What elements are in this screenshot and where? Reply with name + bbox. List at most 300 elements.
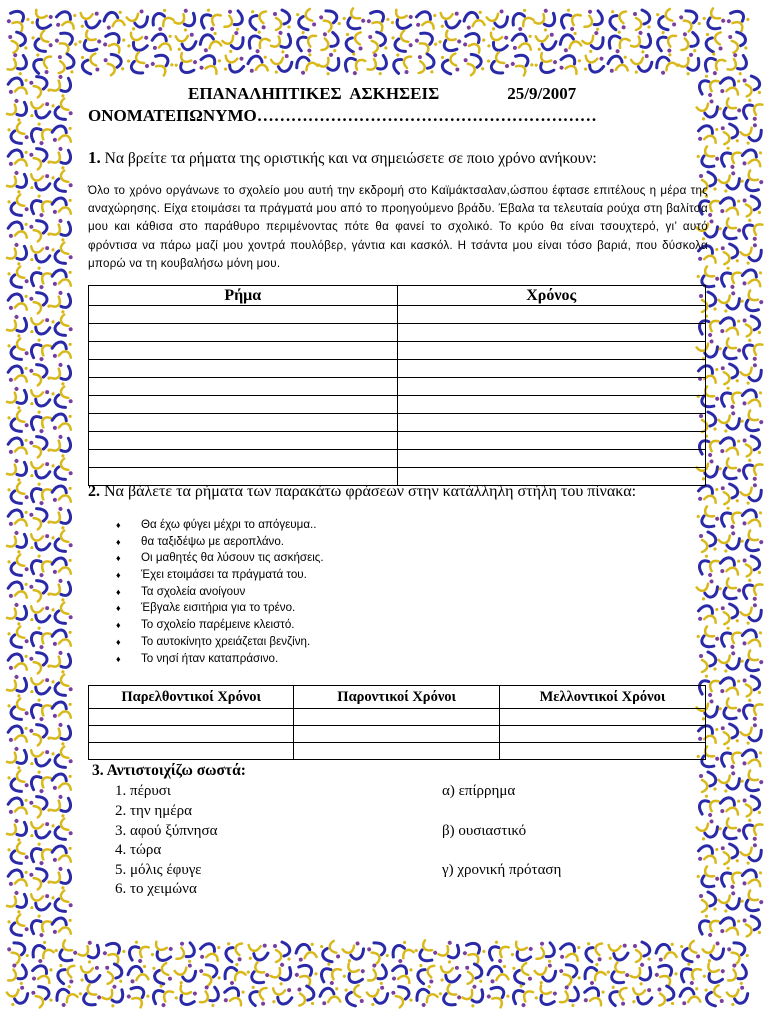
border-ornament-icon: [680, 987, 701, 1005]
border-ornament-icon: [717, 97, 743, 124]
border-ornament-icon: [695, 793, 721, 820]
border-ornament-icon: [557, 7, 583, 34]
future-cell[interactable]: [499, 709, 705, 726]
border-ornament-icon: [739, 217, 765, 243]
border-ornament-icon: [222, 53, 246, 75]
table-row: [89, 432, 706, 450]
past-cell[interactable]: [89, 709, 294, 726]
present-cell[interactable]: [294, 743, 499, 760]
border-ornament-icon: [739, 722, 764, 746]
list-item-text: Θα έχω φύγει μέχρι το απόγευμα..: [141, 518, 317, 531]
border-ornament-icon: [740, 627, 764, 649]
border-ornament-icon: [29, 819, 52, 840]
present-cell[interactable]: [294, 709, 499, 726]
border-ornament-icon: [485, 983, 512, 1010]
border-ornament-icon: [126, 8, 150, 31]
border-ornament-icon: [742, 75, 761, 96]
border-ornament-icon: [5, 313, 31, 340]
border-ornament-icon: [53, 29, 79, 55]
border-ornament-icon: [717, 865, 743, 891]
present-cell[interactable]: [294, 726, 499, 743]
border-ornament-icon: [739, 529, 765, 556]
border-ornament-icon: [717, 697, 743, 724]
border-ornament-icon: [486, 30, 511, 54]
border-ornament-icon: [50, 458, 73, 483]
bullet-icon: ♦: [116, 620, 121, 631]
border-ornament-icon: [79, 10, 101, 30]
border-ornament-icon: [717, 625, 743, 651]
border-ornament-icon: [439, 964, 461, 984]
border-ornament-icon: [584, 940, 605, 963]
list-item-text: Το σχολείο παρέμεινε κλειστό.: [141, 618, 295, 632]
border-ornament-icon: [173, 983, 199, 1009]
border-ornament-icon: [50, 530, 73, 555]
border-ornament-icon: [696, 123, 720, 146]
border-ornament-icon: [51, 124, 74, 145]
border-ornament-icon: [7, 364, 30, 385]
border-ornament-icon: [739, 697, 765, 723]
border-ornament-icon: [49, 649, 75, 676]
border-ornament-icon: [717, 265, 743, 291]
border-ornament-icon: [696, 818, 720, 841]
border-ornament-icon: [725, 7, 752, 33]
border-ornament-icon: [49, 289, 75, 316]
border-ornament-icon: [677, 961, 703, 988]
border-ornament-icon: [6, 122, 29, 147]
border-ornament-icon: [742, 555, 761, 576]
border-ornament-icon: [5, 817, 31, 844]
border-ornament-icon: [717, 385, 743, 411]
list-item-text: θα ταξιδέψω με αεροπλάνο.: [141, 534, 285, 548]
border-ornament-icon: [51, 844, 74, 865]
question-1: [88, 148, 597, 168]
border-ornament-icon: [390, 984, 413, 1009]
border-ornament-icon: [101, 939, 128, 965]
border-ornament-icon: [368, 31, 388, 53]
border-ornament-icon: [49, 721, 75, 748]
border-ornament-icon: [413, 939, 439, 966]
border-ornament-icon: [742, 915, 761, 936]
border-ornament-icon: [50, 746, 73, 771]
tense-cell[interactable]: [397, 396, 706, 414]
border-ornament-icon: [28, 650, 51, 675]
border-ornament-icon: [629, 961, 656, 987]
border-ornament-icon: [725, 51, 751, 77]
border-ornament-icon: [534, 963, 558, 985]
border-ornament-icon: [695, 553, 721, 580]
match-left-item: 3. αφού ξύπνησα: [115, 823, 218, 839]
border-ornament-icon: [49, 505, 75, 532]
border-ornament-icon: [50, 386, 73, 411]
border-ornament-icon: [717, 457, 743, 484]
border-ornament-icon: [605, 961, 631, 987]
border-ornament-icon: [717, 817, 743, 844]
border-ornament-icon: [739, 169, 765, 196]
border-ornament-icon: [696, 98, 720, 121]
tense-cell[interactable]: [397, 324, 706, 342]
border-ornament-icon: [739, 842, 764, 866]
border-ornament-icon: [28, 362, 51, 387]
border-ornament-icon: [79, 964, 101, 984]
border-ornament-icon: [341, 961, 367, 987]
border-ornament-icon: [717, 745, 743, 771]
border-ornament-icon: [245, 961, 271, 987]
border-ornament-icon: [654, 29, 679, 55]
question-1-paragraph: Όλο το χρόνο οργάνωνε το σχολείο μου αυτή την εκδρομή στο Καϊμάκτσαλαν,ώσπου έφτασε επιτέλους η μέρα της αναχώρησης. Είχα ετοιμάσει τα πράγματά μου από το προηγούμενο βράδυ. Έβαλα τα τελευταία ρούχα στη βαλίτσα μου και κάθισα στο παράθυρο περιμένοντας πότε θα φανεί το σχολικό. Το κρύο θα είναι τσουχτερό, γι’ αυτό φρόντισα να πάρω μαζί μου χοντρά πουλόβερ, γάντια και κασκόλ. Η τσάντα μου είναι τόσο βαριά, που δύσκολα μπορώ να τη κουβαλήσω μόνη μου.: [88, 184, 708, 270]
border-ornament-icon: [271, 53, 294, 74]
border-ornament-icon: [50, 602, 73, 627]
tense-cell[interactable]: [397, 342, 706, 360]
tense-cell[interactable]: [397, 414, 706, 432]
border-ornament-icon: [27, 553, 53, 580]
tense-cell[interactable]: [397, 378, 706, 396]
border-ornament-icon: [581, 30, 607, 55]
border-ornament-icon: [221, 984, 246, 1008]
border-ornament-icon: [633, 10, 651, 30]
border-ornament-icon: [740, 867, 764, 889]
border-ornament-icon: [721, 724, 739, 745]
border-ornament-icon: [30, 984, 53, 1009]
border-ornament-icon: [389, 940, 415, 965]
border-ornament-icon: [49, 145, 75, 172]
match-right-item: β) ουσιαστικό: [442, 823, 527, 839]
border-ornament-icon: [739, 97, 765, 123]
border-ornament-icon: [29, 675, 52, 696]
border-ornament-icon: [631, 53, 654, 74]
border-ornament-icon: [151, 32, 174, 53]
border-ornament-icon: [390, 962, 415, 985]
border-ornament-icon: [27, 913, 53, 940]
past-tenses-header: Παρελθοντικοί Χρόνοι: [89, 686, 294, 709]
verb-cell[interactable]: [89, 378, 398, 396]
border-ornament-icon: [739, 409, 765, 436]
border-ornament-icon: [342, 940, 366, 963]
border-ornament-icon: [677, 51, 703, 77]
border-ornament-icon: [607, 942, 629, 962]
border-ornament-icon: [557, 52, 583, 77]
border-ornament-icon: [717, 217, 743, 244]
border-ornament-icon: [654, 52, 679, 76]
border-ornament-icon: [721, 604, 739, 625]
border-ornament-icon: [739, 817, 765, 843]
border-ornament-icon: [721, 364, 739, 385]
border-ornament-icon: [366, 939, 390, 964]
border-ornament-icon: [463, 52, 485, 76]
border-ornament-icon: [28, 146, 51, 171]
border-ornament-icon: [416, 53, 436, 75]
question-2: [88, 482, 706, 501]
border-ornament-icon: [6, 626, 29, 651]
border-ornament-icon: [319, 30, 341, 54]
border-ornament-icon: [701, 961, 727, 987]
table-row: [89, 396, 706, 414]
list-item: [116, 584, 324, 601]
border-ornament-icon: [341, 7, 367, 34]
border-ornament-icon: [582, 53, 606, 75]
border-ornament-icon: [721, 244, 739, 265]
border-ornament-icon: [55, 962, 77, 986]
border-ornament-icon: [197, 7, 223, 34]
table-row: [89, 414, 706, 432]
table-row: [89, 306, 706, 324]
question-1-text: Να βρείτε τα ρήματα της οριστικής και να σημειώσετε σε ποιο χρόνο ανήκουν:: [104, 150, 597, 167]
border-ornament-icon: [149, 8, 175, 33]
border-ornament-icon: [511, 32, 534, 53]
border-ornament-icon: [5, 241, 31, 268]
list-item: [116, 651, 324, 668]
worksheet-title: ΕΠΑΝΑΛΗΠΤΙΚΕΣ ΑΣΚΗΣΕΙΣ: [188, 84, 440, 103]
border-ornament-icon: [344, 985, 364, 1007]
border-ornament-icon: [6, 194, 29, 219]
list-item-text: Έβγαλε εισιτήρια για το τρένο.: [141, 601, 296, 615]
border-ornament-icon: [6, 410, 29, 435]
border-ornament-icon: [717, 337, 743, 364]
border-ornament-icon: [558, 31, 582, 53]
table-row: [89, 342, 706, 360]
border-ornament-icon: [51, 916, 74, 937]
list-item: [116, 600, 324, 617]
match-left-item: 6. το χειμώνα: [115, 881, 197, 897]
border-ornament-icon: [5, 385, 31, 412]
border-ornament-icon: [655, 942, 677, 962]
border-ornament-icon: [29, 891, 52, 912]
border-ornament-icon: [29, 7, 55, 32]
border-ornament-icon: [7, 220, 30, 241]
border-ornament-icon: [27, 337, 53, 364]
bullet-icon: ♦: [116, 536, 121, 547]
border-ornament-icon: [740, 387, 764, 409]
border-ornament-icon: [149, 939, 175, 964]
verb-cell[interactable]: [89, 450, 398, 468]
past-cell[interactable]: [89, 726, 294, 743]
border-ornament-icon: [437, 939, 464, 965]
border-ornament-icon: [174, 939, 198, 964]
border-ornament-icon: [726, 939, 750, 964]
verb-cell[interactable]: [89, 342, 398, 360]
border-ornament-icon: [296, 985, 315, 1006]
border-ornament-icon: [7, 868, 30, 889]
border-ornament-icon: [6, 482, 29, 507]
border-ornament-icon: [742, 675, 761, 696]
border-ornament-icon: [512, 963, 533, 986]
past-cell[interactable]: [89, 743, 294, 760]
border-ornament-icon: [101, 983, 128, 1009]
border-ornament-icon: [5, 169, 31, 196]
border-ornament-icon: [50, 314, 73, 339]
border-ornament-icon: [441, 53, 460, 74]
border-ornament-icon: [633, 942, 651, 962]
table-row: [89, 726, 706, 743]
border-ornament-icon: [53, 984, 79, 1009]
border-ornament-icon: [739, 362, 764, 386]
future-tenses-header: Μελλοντικοί Χρόνοι: [499, 686, 705, 709]
border-ornament-icon: [173, 7, 200, 33]
border-ornament-icon: [726, 985, 750, 1007]
border-ornament-icon: [149, 51, 175, 78]
match-left-item: 1. πέρυσι: [115, 783, 171, 799]
border-ornament-icon: [699, 652, 717, 672]
border-ornament-icon: [718, 315, 742, 337]
border-ornament-icon: [461, 939, 488, 965]
verb-cell[interactable]: [89, 396, 398, 414]
verb-cell[interactable]: [89, 306, 398, 324]
border-ornament-icon: [6, 698, 29, 723]
verb-cell[interactable]: [89, 414, 398, 432]
border-ornament-icon: [27, 121, 53, 148]
border-ornament-icon: [740, 507, 764, 529]
list-item: [116, 617, 324, 634]
border-ornament-icon: [486, 51, 511, 77]
border-ornament-icon: [29, 243, 52, 264]
border-ornament-icon: [103, 10, 125, 30]
border-ornament-icon: [127, 965, 148, 984]
border-ornament-icon: [413, 29, 439, 55]
bullet-icon: ♦: [116, 603, 121, 614]
border-ornament-icon: [221, 962, 247, 987]
tense-cell[interactable]: [397, 306, 706, 324]
border-ornament-icon: [461, 29, 487, 55]
border-ornament-icon: [742, 315, 761, 336]
border-ornament-icon: [631, 985, 654, 1006]
table-row: [89, 450, 706, 468]
future-cell[interactable]: [499, 743, 705, 760]
border-ornament-icon: [461, 983, 488, 1009]
border-ornament-icon: [49, 433, 75, 460]
border-ornament-icon: [742, 795, 761, 816]
border-ornament-icon: [30, 30, 53, 55]
list-item: [116, 517, 324, 534]
border-ornament-icon: [149, 983, 175, 1010]
border-ornament-icon: [7, 292, 30, 313]
border-ornament-icon: [739, 577, 765, 603]
border-ornament-icon: [365, 7, 392, 33]
border-ornament-icon: [696, 843, 720, 866]
border-ornament-icon: [699, 772, 717, 792]
border-ornament-icon: [437, 983, 463, 1009]
border-ornament-icon: [607, 984, 629, 1008]
border-ornament-icon: [320, 987, 341, 1005]
border-ornament-icon: [29, 99, 52, 120]
border-ornament-icon: [608, 55, 629, 73]
border-ornament-icon: [271, 985, 294, 1006]
border-ornament-icon: [27, 697, 53, 724]
border-ornament-icon: [415, 962, 437, 986]
border-ornament-icon: [718, 555, 742, 577]
border-ornament-icon: [7, 148, 30, 169]
border-ornament-icon: [51, 556, 74, 577]
verb-cell[interactable]: [89, 432, 398, 450]
verb-column-header: Ρήμα: [89, 286, 398, 306]
border-ornament-icon: [739, 122, 764, 146]
border-ornament-icon: [293, 961, 320, 988]
border-ornament-icon: [534, 939, 558, 964]
border-ornament-icon: [221, 30, 247, 55]
border-ornament-icon: [29, 531, 52, 552]
border-ornament-icon: [463, 10, 485, 30]
border-ornament-icon: [437, 29, 464, 56]
border-ornament-icon: [717, 577, 743, 604]
border-ornament-icon: [294, 52, 319, 76]
border-ornament-icon: [739, 337, 765, 363]
tense-cell[interactable]: [397, 432, 706, 450]
border-ornament-icon: [198, 962, 222, 987]
border-ornament-icon: [389, 7, 415, 32]
border-ornament-icon: [485, 939, 511, 966]
border-ornament-icon: [51, 412, 74, 433]
border-ornament-icon: [718, 290, 743, 313]
border-ornament-icon: [6, 842, 29, 867]
border-ornament-icon: [248, 8, 269, 31]
border-ornament-icon: [695, 505, 721, 532]
border-ornament-icon: [5, 673, 31, 700]
border-ornament-icon: [413, 984, 439, 1009]
border-ornament-icon: [49, 217, 75, 244]
border-ornament-icon: [718, 675, 742, 697]
border-ornament-icon: [414, 9, 438, 32]
border-ornament-icon: [27, 769, 53, 796]
list-item-text: Έχει ετοιμάσει τα πράγματά του.: [141, 568, 307, 582]
name-line: ΟΝΟΜΑΤΕΠΩΝΥΜΟ……………………………………………………: [88, 106, 597, 125]
border-ornament-icon: [103, 52, 125, 76]
verb-cell[interactable]: [89, 324, 398, 342]
border-ornament-icon: [699, 532, 717, 552]
border-ornament-icon: [739, 602, 764, 626]
border-ornament-icon: [656, 8, 677, 31]
border-ornament-icon: [558, 941, 582, 964]
border-ornament-icon: [174, 963, 198, 985]
border-ornament-icon: [6, 770, 29, 795]
border-ornament-icon: [718, 530, 743, 553]
border-ornament-icon: [224, 940, 245, 963]
border-ornament-icon: [28, 434, 51, 459]
border-ornament-icon: [487, 965, 508, 984]
border-ornament-icon: [581, 984, 606, 1008]
border-ornament-icon: [509, 8, 535, 33]
border-ornament-icon: [6, 338, 29, 363]
border-ornament-icon: [51, 628, 74, 649]
tense-cell[interactable]: [397, 360, 706, 378]
border-ornament-icon: [248, 55, 269, 73]
border-ornament-icon: [49, 793, 75, 820]
border-ornament-icon: [51, 196, 74, 217]
border-ornament-icon: [739, 242, 764, 266]
border-ornament-icon: [50, 674, 73, 699]
border-ornament-icon: [30, 52, 53, 77]
border-ornament-icon: [5, 7, 32, 33]
border-ornament-icon: [28, 722, 51, 747]
future-cell[interactable]: [499, 726, 705, 743]
border-ornament-icon: [696, 578, 720, 601]
bullet-icon: ♦: [116, 636, 121, 647]
border-ornament-icon: [273, 942, 291, 962]
border-ornament-icon: [198, 941, 222, 964]
border-ornament-icon: [294, 29, 319, 55]
tense-cell[interactable]: [397, 450, 706, 468]
worksheet-date: 25/9/2007: [507, 84, 577, 103]
border-ornament-icon: [533, 51, 560, 77]
border-ornament-icon: [28, 74, 51, 99]
border-ornament-icon: [701, 51, 728, 78]
border-ornament-icon: [341, 51, 368, 78]
border-ornament-icon: [29, 603, 52, 624]
border-ornament-icon: [5, 745, 31, 772]
question-1-number: 1.: [88, 148, 101, 167]
border-ornament-icon: [8, 31, 28, 53]
border-ornament-icon: [198, 31, 222, 53]
match-left-item: 5. μόλις έφυγε: [115, 862, 202, 878]
list-item-text: Τα σχολεία ανοίγουν: [141, 584, 246, 598]
verb-cell[interactable]: [89, 360, 398, 378]
